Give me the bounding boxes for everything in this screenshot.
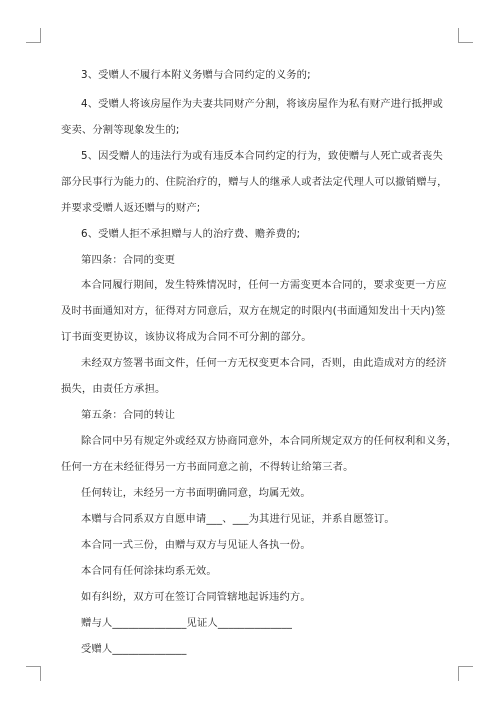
- clause-line: 及时书面通知对方，征得对方同意后，双方在规定的时限内(书面通知发出十天内)签: [61, 305, 446, 317]
- clause-line: 4、受赠人将该房屋作为夫妻共同财产分割，将该房屋作为私有财产进行抵押或: [81, 98, 443, 110]
- crop-mark-bottom-right: [458, 666, 473, 681]
- clause-line: 5、因受赠人的违法行为或有违反本合同约定的行为，致使赠与人死亡或者丧失: [81, 150, 443, 162]
- clause-line: 本赠与合同系双方自愿申请___、___为其进行见证，并系自愿签订。: [81, 513, 395, 525]
- section-heading: 第四条：合同的变更: [81, 254, 176, 266]
- clause-line: 6、受赠人拒不承担赠与人的治疗费、赡养费的;: [81, 228, 301, 240]
- clause-line: 部分民事行为能力的、住院治疗的，赠与人的继承人或者法定代理人可以撤销赠与，: [61, 176, 448, 188]
- clause-line: 任何一方在未经征得另一方书面同意之前，不得转让给第三者。: [61, 461, 354, 473]
- section-heading: 第五条：合同的转让: [81, 409, 176, 421]
- clause-line: 本合同履行期间，发生特殊情况时，任何一方需变更本合同的，要求变更一方应: [81, 279, 447, 291]
- clause-line: 本合同有任何涂抹均系无效。: [81, 565, 217, 577]
- clause-line: 本合同一式三份，由赠与双方与见证人各执一份。: [81, 539, 311, 551]
- clause-line: 变卖、分割等现象发生的;: [61, 124, 180, 136]
- clause-line: 除合同中另有规定外或经双方协商同意外，本合同所规定双方的任何权利和义务，: [81, 435, 458, 447]
- clause-line: 订书面变更协议，该协议将成为合同不可分割的部分。: [61, 331, 312, 343]
- signature-line-donor-witness: 赠与人______________见证人______________: [81, 617, 293, 629]
- clause-line: 如有纠纷，双方可在签订合同管辖地起诉违约方。: [81, 591, 311, 603]
- clause-line: 任何转让，未经另一方书面明确同意，均属无效。: [81, 487, 311, 499]
- crop-mark-top-left: [26, 28, 41, 43]
- clause-line: 未经双方签署书面文件，任何一方无权变更本合同，否则，由此造成对方的经济: [81, 357, 447, 369]
- clause-line: 损失，由责任方承担。: [61, 383, 166, 395]
- crop-mark-top-right: [458, 28, 473, 43]
- crop-mark-bottom-left: [26, 666, 41, 681]
- clause-line: 并要求受赠人返还赠与的财产;: [61, 202, 201, 214]
- clause-line: 3、受赠人不履行本附义务赠与合同约定的义务的;: [81, 69, 311, 81]
- signature-line-donee: 受赠人______________: [81, 643, 187, 655]
